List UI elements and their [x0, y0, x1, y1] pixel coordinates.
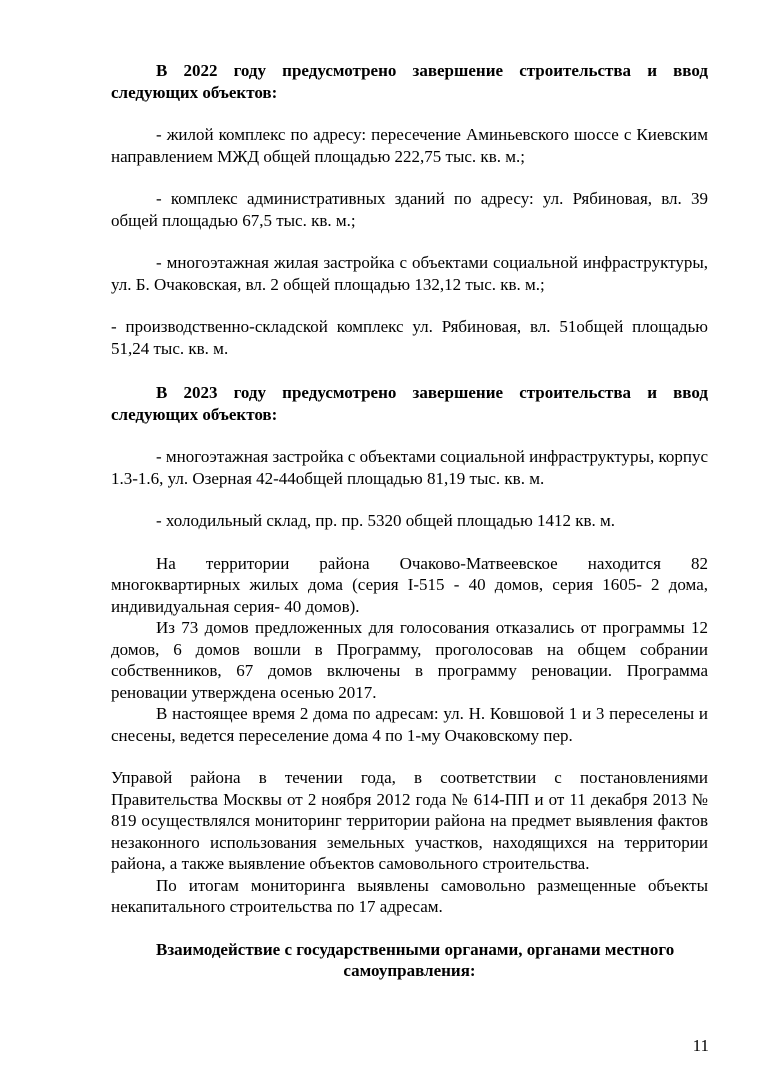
body-paragraph: По итогам мониторинга выявлены самовольно размещенные объекты некапитального строительства по 17 адресам. [111, 875, 708, 916]
section-heading-2022: В 2022 году предусмотрено завершение строительства и ввод следующих объектов: [111, 61, 708, 102]
list-item: - многоэтажная жилая застройка с объектами социальной инфраструктуры, ул. Б. Очаковская, вл. 2 общей площадью 132,12 тыс. кв. м.; [111, 253, 708, 294]
page-number: 11 [692, 1036, 709, 1055]
list-item: - жилой комплекс по адресу: пересечение Аминьевского шоссе с Киевским направлением МЖД общей площадью 222,75 тыс. кв. м.; [111, 125, 708, 166]
body-paragraph: На территории района Очаково-Матвеевское находится 82 многоквартирных жилых дома (серия I-515 - 40 домов, серия 1605- 2 дома, индивидуальная серия- 40 домов). [111, 553, 708, 616]
list-item: - комплекс административных зданий по адресу: ул. Рябиновая, вл. 39 общей площадью 67,5 тыс. кв. м.; [111, 189, 708, 230]
list-item: - многоэтажная застройка с объектами социальной инфраструктуры, корпус 1.3-1.6, ул. Озерная 42-44общей площадью 81,19 тыс. кв. м. [111, 447, 709, 488]
list-item: - холодильный склад, пр. пр. 5320 общей площадью 1412 кв. м. [156, 511, 616, 530]
closing-heading [111, 939, 708, 982]
closing-heading-line: самоуправления: [343, 961, 476, 980]
closing-heading-line: Взаимодействие с государственными органами, органами местного [156, 939, 675, 959]
body-paragraph: Управой района в течении года, в соответствии с постановлениями Правительства Москвы от 2 ноября 2012 года № 614-ПП и от 11 декабря 2013 № 819 осуществлялся мониторинг территории района на предмет выявления фактов незаконного использования земельных участков, находящихся на территории района, а также выявление объектов самовольного строительства. [111, 768, 708, 873]
list-item: - производственно-складской комплекс ул. Рябиновая, вл. 51общей площадью 51,24 тыс. кв. м. [111, 317, 708, 358]
document-page [111, 60, 708, 982]
body-paragraph: В настоящее время 2 дома по адресам: ул. Н. Ковшовой 1 и 3 переселены и снесены, ведется переселение дома 4 по 1-му Очаковскому пер. [111, 704, 708, 745]
section-heading-2023: В 2023 году предусмотрено завершение строительства и ввод следующих объектов: [111, 383, 708, 424]
body-paragraph: Из 73 домов предложенных для голосования отказались от программы 12 домов, 6 домов вошли в Программу, проголосовав на общем собрании собственников, 67 домов включены в программу реновации. Программа реновации утверждена осенью 2017. [111, 618, 708, 702]
